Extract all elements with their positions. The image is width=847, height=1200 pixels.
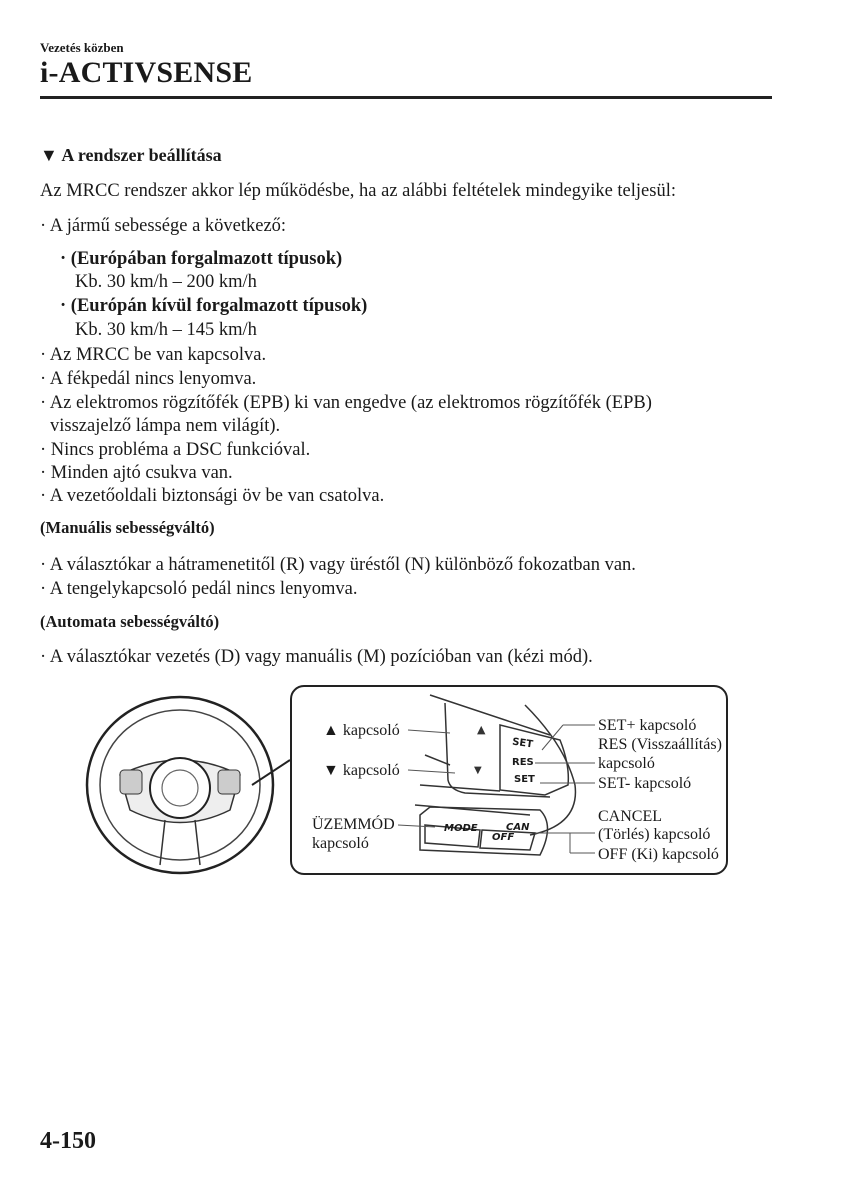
down-switch-label: ▼ kapcsoló (323, 762, 400, 779)
btn-res-label: RES (512, 757, 534, 768)
condition-item: · Az elektromos rögzítőfék (EPB) ki van engedve (az elektromos rögzítőfék (EPB) (40, 393, 652, 413)
condition-item: visszajelző lámpa nem világít). (50, 416, 281, 436)
section-name: Vezetés közben (40, 40, 124, 55)
btn-set-minus-label: SET (514, 774, 535, 785)
svg-text:▼: ▼ (474, 765, 482, 776)
cancel-label: CANCEL (598, 808, 662, 825)
set-plus-label: SET+ kapcsoló (598, 717, 697, 734)
off-label: OFF (Ki) kapcsoló (598, 846, 719, 863)
manual-item: · A választókar a hátramenetitől (R) vagy üréstől (N) különböző fokozatban van. (40, 555, 636, 575)
page-number: 4-150 (40, 1128, 96, 1154)
svg-text:▲: ▲ (477, 723, 486, 736)
condition-item: · A fékpedál nincs lenyomva. (40, 369, 257, 389)
europe-value: Kb. 30 km/h – 200 km/h (75, 272, 257, 292)
subheading: ▼ A rendszer beállítása (40, 145, 222, 165)
manual-heading: (Manuális sebességváltó) (40, 518, 215, 537)
btn-off-label: OFF (492, 832, 515, 843)
condition-speed: · A jármű sebessége a következő: (40, 216, 287, 236)
btn-mode-label: MODE (444, 823, 478, 834)
europe-label: · (Európában forgalmazott típusok) (60, 249, 343, 269)
mode-switch-label-2: kapcsoló (312, 835, 369, 852)
title-divider (40, 96, 772, 99)
btn-can-label: CAN (506, 822, 530, 833)
automatic-heading: (Automata sebességváltó) (40, 612, 220, 631)
mode-switch-label: ÜZEMMÓD (312, 816, 395, 833)
condition-item: · Nincs probléma a DSC funkcióval. (40, 440, 311, 460)
outside-label: · (Európán kívül forgalmazott típusok) (60, 296, 368, 316)
manual-item: · A tengelykapcsoló pedál nincs lenyomva. (40, 579, 358, 599)
outside-value: Kb. 30 km/h – 145 km/h (75, 320, 257, 340)
condition-item: · A vezetőoldali biztonsági öv be van csatolva. (40, 486, 385, 506)
res-label: RES (Visszaállítás) (598, 736, 722, 753)
page-title: i-ACTIVSENSE (40, 56, 253, 89)
cancel-label-2: (Törlés) kapcsoló (598, 826, 711, 843)
automatic-item: · A választókar vezetés (D) vagy manuális (M) pozícióban van (kézi mód). (40, 647, 593, 667)
res-label-2: kapcsoló (598, 755, 655, 772)
steering-wheel-illustration (80, 690, 295, 880)
intro-text: Az MRCC rendszer akkor lép működésbe, ha az alábbi feltételek mindegyike teljesül: (40, 181, 676, 201)
condition-item: · Minden ajtó csukva van. (40, 463, 233, 483)
btn-set-plus-label: SET (511, 736, 534, 751)
up-switch-label: ▲ kapcsoló (323, 722, 400, 739)
condition-item: · Az MRCC be van kapcsolva. (40, 345, 267, 365)
set-minus-label: SET- kapcsoló (598, 775, 692, 792)
